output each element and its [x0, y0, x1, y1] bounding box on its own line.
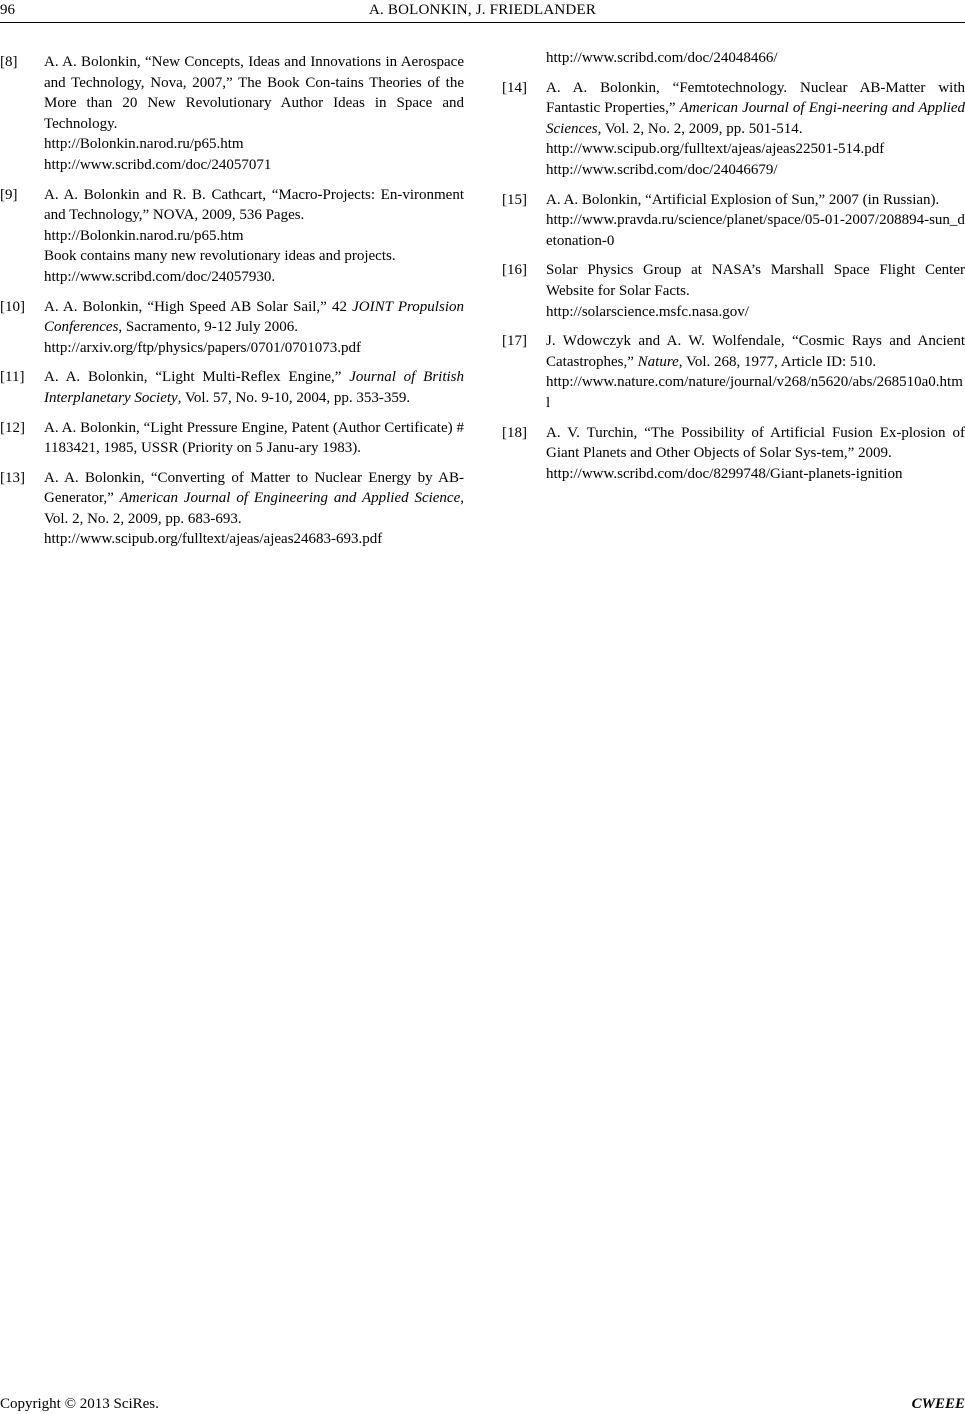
reference-number: [9] [0, 186, 18, 203]
reference-text [546, 190, 965, 211]
reference-source-title: American Journal of Engi-neering and Applied Sciences [546, 100, 965, 137]
reference-entry [0, 297, 464, 359]
reference-url[interactable]: http://www.scribd.com/doc/8299748/Giant-planets-ignition [546, 465, 903, 482]
reference-citation-details: , Vol. 57, No. 9-10, 2004, pp. 353-359. [177, 389, 411, 406]
reference-text [44, 367, 464, 408]
reference-citation-details: , Vol. 2, No. 2, 2009, pp. 501-514. [597, 120, 803, 137]
reference-continuation [502, 48, 965, 69]
reference-entry [0, 418, 464, 459]
reference-number: [12] [0, 419, 25, 436]
reference-citation: A. A. Bolonkin, “Artificial Explosion of Sun,” 2007 (in Russian). [546, 191, 940, 208]
reference-text [546, 260, 965, 301]
reference-url[interactable]: http://www.scipub.org/fulltext/ajeas/ajeas24683-693.pdf [44, 531, 383, 548]
left-column [0, 52, 464, 559]
reference-source-title: American Journal of Engineering and Applied Science [119, 490, 461, 507]
reference-entry [502, 331, 965, 413]
reference-text [44, 185, 464, 226]
reference-entry [502, 423, 965, 485]
reference-entry [0, 185, 464, 288]
reference-note: Book contains many new revolutionary ideas and projects. [44, 248, 396, 265]
reference-citation: A. V. Turchin, “The Possibility of Artificial Fusion Ex-plosion of Giant Planets and Other Objects of Solar Sys-tem,” 2009. [546, 424, 965, 462]
reference-text [44, 297, 464, 338]
reference-citation: A. A. Bolonkin, “Femtotechnology. Nuclear AB-Matter with Fantastic Properties,” [546, 79, 965, 117]
reference-url[interactable]: http://www.nature.com/nature/journal/v268/n5620/abs/268510a0.html [546, 374, 963, 411]
reference-url[interactable]: http://Bolonkin.narod.ru/p65.htm [44, 136, 244, 153]
reference-text [44, 52, 464, 134]
reference-url[interactable]: http://Bolonkin.narod.ru/p65.htm [44, 227, 244, 244]
reference-number: [13] [0, 469, 25, 486]
reference-text [546, 423, 965, 464]
reference-url[interactable]: http://www.pravda.ru/science/planet/space/05-01-2007/208894-sun_detonation-0 [546, 212, 965, 249]
right-column [502, 48, 965, 493]
reference-number: [10] [0, 298, 25, 315]
reference-url[interactable]: http://solarscience.msfc.nasa.gov/ [546, 303, 749, 320]
header-rule [0, 22, 965, 23]
running-header [0, 0, 965, 24]
reference-url[interactable]: http://www.scribd.com/doc/24046679/ [546, 161, 778, 178]
reference-source-title: Nature [637, 353, 679, 370]
reference-citation-details: , Vol. 268, 1977, Article ID: 510. [678, 353, 877, 370]
reference-citation: A. A. Bolonkin, “Converting of Matter to Nuclear Energy by AB-Generator,” [44, 469, 464, 507]
reference-citation: Solar Physics Group at NASA’s Marshall Space Flight Center Website for Solar Facts. [546, 262, 965, 299]
running-title: A. BOLONKIN, J. FRIEDLANDER [368, 2, 597, 18]
reference-entry [502, 78, 965, 181]
reference-citation: A. A. Bolonkin, “High Speed AB Solar Sail,” 42 [44, 298, 353, 315]
page-number: 96 [0, 2, 15, 18]
reference-entry [0, 52, 464, 176]
reference-number: [8] [0, 54, 18, 70]
reference-citation: A. A. Bolonkin, “Light Pressure Engine, Patent (Author Certificate) # 1183421, 1985, USSR (Priority on 5 Janu-ary 1983). [44, 419, 464, 457]
reference-text [546, 331, 965, 372]
reference-entry [502, 190, 965, 252]
reference-number: [16] [502, 262, 527, 279]
page-footer [0, 1394, 965, 1414]
reference-text [546, 78, 965, 140]
reference-number: [15] [502, 191, 527, 208]
reference-text [44, 418, 464, 459]
reference-number: [14] [502, 79, 527, 96]
reference-source-title: JOINT Propulsion Conferences [44, 298, 464, 336]
reference-url[interactable]: http://www.scribd.com/doc/24057930. [44, 268, 276, 285]
reference-entry [0, 367, 464, 408]
reference-citation: A. A. Bolonkin and R. B. Cathcart, “Macro-Projects: En-vironment and Technology,” NOVA, 2009, 536 Pages. [44, 186, 464, 224]
reference-citation-details: , Vol. 2, No. 2, 2009, pp. 683-693. [44, 490, 464, 527]
reference-citation-details: , Sacramento, 9-12 July 2006. [118, 319, 298, 336]
reference-url[interactable]: http://www.scribd.com/doc/24048466/ [546, 50, 778, 66]
reference-entry [0, 468, 464, 550]
reference-url[interactable]: http://www.scipub.org/fulltext/ajeas/ajeas22501-514.pdf [546, 141, 885, 158]
reference-url[interactable]: http://www.scribd.com/doc/24057071 [44, 156, 272, 173]
reference-number: [18] [502, 424, 527, 441]
reference-number: [11] [0, 369, 25, 386]
reference-entry [502, 260, 965, 322]
reference-source-title: Journal of British Interplanetary Society [44, 369, 465, 406]
reference-citation: J. Wdowczyk and A. W. Wolfendale, “Cosmic Rays and Ancient Catastrophes,” [546, 333, 965, 370]
reference-number: [17] [502, 333, 527, 350]
reference-text [44, 468, 464, 530]
reference-url[interactable]: http://arxiv.org/ftp/physics/papers/0701/0701073.pdf [44, 339, 362, 356]
copyright-notice: Copyright © 2013 SciRes. [0, 1396, 159, 1412]
reference-citation: A. A. Bolonkin, “Light Multi-Reflex Engine,” [44, 369, 350, 386]
journal-abbreviation: CWEEE [911, 1396, 965, 1412]
reference-citation: A. A. Bolonkin, “New Concepts, Ideas and Innovations in Aerospace and Technology, Nova, 2007,” The Book Con-tains Theories of the More than 20 New Revolutionary Author Ideas in Space and Technology. [44, 54, 464, 132]
